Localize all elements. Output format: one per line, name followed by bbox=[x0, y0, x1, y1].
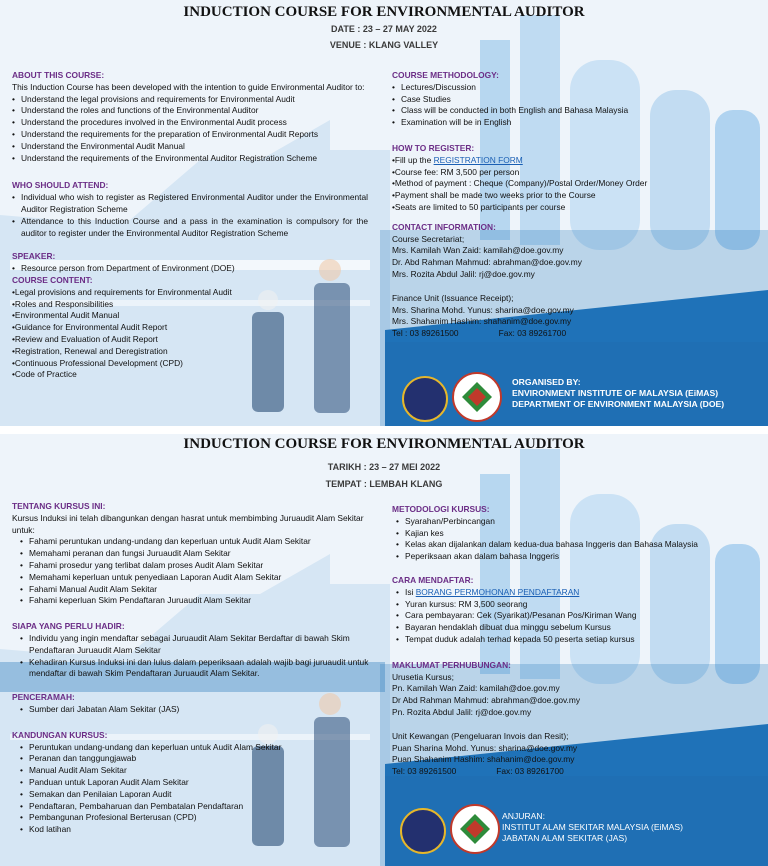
list-item: • Manual Audit Alam Sekitar bbox=[20, 765, 372, 777]
organiser-label: ORGANISED BY: bbox=[512, 377, 581, 387]
list-item: •Continuous Professional Development (CPD) bbox=[12, 357, 183, 368]
list-item: • Fahami keperluan Skim Pendaftaran Juruaudit Alam Sekitar bbox=[20, 595, 372, 607]
course-venue: TEMPAT : LEMBAH KLANG bbox=[325, 479, 443, 489]
content-list bbox=[12, 742, 372, 836]
list-item: • Pembangunan Profesional Berterusan (CPD) bbox=[20, 812, 372, 824]
registration-form-link[interactable]: REGISTRATION FORM bbox=[433, 154, 523, 165]
course-venue: VENUE : KLANG VALLEY bbox=[329, 40, 439, 50]
list-item: • Memahami keperluan untuk penyediaan Laporan Audit Alam Sekitar bbox=[20, 572, 372, 584]
right-column bbox=[392, 70, 762, 340]
list-item: • Fahami peruntukan undang-undang dan keperluan untuk Audit Alam Sekitar bbox=[20, 536, 372, 548]
list-item: • Understand the Environmental Audit Manual bbox=[12, 141, 368, 153]
register-heading: HOW TO REGISTER: bbox=[392, 142, 475, 153]
list-item: • Fahami prosedur yang terlibat dalam proses Audit Alam Sekitar bbox=[20, 560, 372, 572]
malay-flyer bbox=[0, 434, 768, 866]
left-column bbox=[12, 70, 368, 381]
list-item: • Peperiksaan akan dalam bahasa Inggeris bbox=[396, 551, 764, 563]
list-item: • Understand the legal provisions and requirements for Environmental Audit bbox=[12, 94, 368, 106]
content-heading: KANDUNGAN KURSUS: bbox=[12, 729, 108, 740]
course-date: DATE : 23 – 27 MAY 2022 bbox=[331, 24, 437, 34]
list-item: • Individual who wish to register as Registered Environmental Auditor under the Environmental Auditor Registration Scheme bbox=[12, 192, 368, 216]
register-fill-prefix: •Fill up the bbox=[392, 154, 434, 165]
finance-line: Mrs. Sharina Mohd. Yunus: sharina@doe.gov.my bbox=[392, 304, 574, 315]
speaker-list bbox=[12, 704, 372, 716]
organiser-name: ENVIRONMENT INSTITUTE OF MALAYSIA (EiMAS) bbox=[512, 388, 719, 398]
list-item: • Cara pembayaran: Cek (Syarikat)/Pesanan Pos/Kiriman Wang bbox=[396, 610, 764, 622]
contact-line: Pn. Rozita Abdul Jalil: rj@doe.gov.my bbox=[392, 706, 532, 717]
list-item: • Peruntukan undang-undang dan keperluan untuk Audit Alam Sekitar bbox=[20, 742, 372, 754]
about-list bbox=[12, 536, 372, 607]
list-item: • Semakan dan Penilaian Laporan Audit bbox=[20, 789, 372, 801]
list-item: •Payment shall be made two weeks prior to the Course bbox=[392, 190, 596, 201]
list-item: •Code of Practice bbox=[12, 369, 77, 380]
organiser-name: DEPARTMENT OF ENVIRONMENT MALAYSIA (DOE) bbox=[512, 399, 725, 409]
left-column bbox=[12, 501, 372, 836]
list-item: • Examination will be in English bbox=[392, 117, 762, 129]
fax-number: Fax: 03 89261700 bbox=[498, 328, 567, 339]
register-fill-prefix: Isi bbox=[405, 586, 416, 597]
list-item: • Understand the requirements of the Environmental Auditor Registration Scheme bbox=[12, 153, 368, 165]
about-intro: This Induction Course has been developed with the intention to guide Environmental Auditor to: bbox=[12, 81, 365, 92]
tel-number: Tel: 03 89261500 bbox=[392, 766, 457, 777]
organiser-block bbox=[512, 377, 724, 410]
organiser-name: INSTITUT ALAM SEKITAR MALAYSIA (EiMAS) bbox=[502, 822, 683, 832]
list-item: •Seats are limited to 50 participants per course bbox=[392, 201, 566, 212]
list-item: •Environmental Audit Manual bbox=[12, 310, 120, 321]
tel-fax-line bbox=[392, 766, 764, 778]
contact-line: Urusetia Kursus; bbox=[392, 671, 454, 682]
course-date: TARIKH : 23 – 27 MEI 2022 bbox=[327, 462, 441, 472]
register-list bbox=[392, 587, 764, 646]
register-fill-line bbox=[392, 155, 762, 167]
list-item: •Legal provisions and requirements for Environmental Audit bbox=[12, 286, 232, 297]
doe-logo-icon bbox=[450, 804, 500, 854]
contact-line: Dr Abd Rahman Mahmud: abrahman@doe.gov.my bbox=[392, 695, 581, 706]
list-item: • Understand the procedures involved in the Environmental Audit process bbox=[12, 117, 368, 129]
contact-heading: MAKLUMAT PERHUBUNGAN: bbox=[392, 659, 511, 670]
register-heading: CARA MENDAFTAR: bbox=[392, 574, 474, 585]
contact-line: Course Secretariat; bbox=[392, 233, 465, 244]
list-item: • Tempat duduk adalah terhad kepada 50 peserta setiap kursus bbox=[396, 634, 764, 646]
finance-line: Puan Shahanim Hashim: shahanim@doe.gov.my bbox=[392, 754, 575, 765]
finance-line: Finance Unit (Issuance Receipt); bbox=[392, 292, 514, 303]
list-item: • Yuran kursus: RM 3,500 seorang bbox=[396, 599, 764, 611]
list-item: • Peranan dan tanggungjawab bbox=[20, 753, 372, 765]
list-item: • Panduan untuk Laporan Audit Alam Sekitar bbox=[20, 777, 372, 789]
list-item: •Registration, Renewal and Deregistration bbox=[12, 345, 168, 356]
list-item: •Guidance for Environmental Audit Report bbox=[12, 322, 168, 333]
methodology-heading: METODOLOGI KURSUS: bbox=[392, 504, 490, 514]
speaker-heading: PENCERAMAH: bbox=[12, 692, 75, 703]
finance-line: Mrs. Shahanim Hashim: shahanim@doe.gov.my bbox=[392, 316, 572, 327]
course-title: INDUCTION COURSE FOR ENVIRONMENTAL AUDITOR bbox=[183, 4, 585, 20]
list-item: • Understand the requirements for the preparation of Environmental Audit Reports bbox=[12, 129, 368, 141]
list-item: • Syarahan/Perbincangan bbox=[396, 516, 764, 528]
list-item: • Kehadiran Kursus Induksi ini dan lulus dalam peperiksaan adalah wajib bagi juruaudit untuk mendaftar di bawah Skim Pendaftaran Juruaudit Alam Sekitar. bbox=[20, 657, 372, 681]
organiser-name: JABATAN ALAM SEKITAR (JAS) bbox=[502, 833, 628, 843]
content-heading: COURSE CONTENT: bbox=[12, 274, 93, 285]
tel-number: Tel : 03 89261500 bbox=[392, 328, 459, 339]
list-item: • Sumber dari Jabatan Alam Sekitar (JAS) bbox=[20, 704, 372, 716]
list-item: • Bayaran hendaklah dibuat dua minggu sebelum Kursus bbox=[396, 622, 764, 634]
contact-line: Pn. Kamilah Wan Zaid: kamilah@doe.gov.my bbox=[392, 683, 560, 694]
list-item: •Course fee: RM 3,500 per person bbox=[392, 166, 520, 177]
finance-line: Puan Sharina Mohd. Yunus: sharina@doe.gov.my bbox=[392, 742, 578, 753]
right-column bbox=[392, 504, 764, 778]
methodology-list bbox=[392, 516, 764, 563]
contact-line: Dr. Abd Rahman Mahmud: abrahman@doe.gov.my bbox=[392, 257, 582, 268]
list-item: •Review and Evaluation of Audit Report bbox=[12, 333, 158, 344]
who-heading: SIAPA YANG PERLU HADIR: bbox=[12, 621, 125, 632]
speaker-list bbox=[12, 263, 368, 275]
finance-line: Unit Kewangan (Pengeluaran Invois dan Resit); bbox=[392, 730, 569, 741]
contact-line: Mrs. Rozita Abdul Jalil: rj@doe.gov.my bbox=[392, 268, 535, 279]
who-list bbox=[12, 633, 372, 680]
eimas-logo-icon bbox=[400, 808, 446, 854]
organiser-label: ANJURAN: bbox=[502, 811, 545, 821]
list-item: • Understand the roles and functions of the Environmental Auditor bbox=[12, 105, 368, 117]
registration-form-link[interactable]: BORANG PERMOHONAN PENDAFTARAN bbox=[415, 586, 580, 597]
who-heading: WHO SHOULD ATTEND: bbox=[12, 180, 109, 191]
who-list bbox=[12, 192, 368, 239]
english-flyer bbox=[0, 0, 768, 432]
list-item: •Method of payment : Cheque (Company)/Postal Order/Money Order bbox=[392, 178, 648, 189]
content-list bbox=[12, 287, 368, 381]
about-intro: Kursus Induksi ini telah dibangunkan dengan hasrat untuk membimbing Juruaudit Alam Sekitar untuk: bbox=[12, 512, 364, 535]
about-list bbox=[12, 94, 368, 165]
list-item: • Individu yang ingin mendaftar sebagai Juruaudit Alam Sekitar Berdaftar di bawah Skim Pendaftaran Juruaudit Alam Sekitar bbox=[20, 633, 372, 657]
methodology-list bbox=[392, 82, 762, 129]
eimas-logo-icon bbox=[402, 376, 448, 422]
list-item: • Attendance to this Induction Course and a pass in the examination is compulsory for the auditor to register under the Environmental Auditor Registration Scheme bbox=[12, 216, 368, 240]
fax-number: Fax: 03 89261700 bbox=[496, 766, 564, 777]
register-fill-line bbox=[396, 587, 764, 599]
doe-logo-icon bbox=[452, 372, 502, 422]
list-item: • Resource person from Department of Environment (DOE) bbox=[12, 263, 368, 275]
speaker-heading: SPEAKER: bbox=[12, 251, 56, 262]
list-item: • Case Studies bbox=[392, 94, 762, 106]
list-item: • Pendaftaran, Pembaharuan dan Pembatalan Pendaftaran bbox=[20, 801, 372, 813]
list-item: • Lectures/Discussion bbox=[392, 82, 762, 94]
methodology-heading: COURSE METHODOLOGY: bbox=[392, 70, 499, 80]
about-heading: ABOUT THIS COURSE: bbox=[12, 70, 105, 80]
list-item: • Memahami peranan dan fungsi Juruaudit Alam Sekitar bbox=[20, 548, 372, 560]
contact-heading: CONTACT INFORMATION: bbox=[392, 221, 496, 232]
organiser-block bbox=[502, 811, 683, 844]
contact-line: Mrs. Kamilah Wan Zaid: kamilah@doe.gov.my bbox=[392, 245, 564, 256]
list-item: • Class will be conducted in both English and Bahasa Malaysia bbox=[392, 105, 762, 117]
list-item: • Fahami Manual Audit Alam Sekitar bbox=[20, 584, 372, 596]
tel-fax-line bbox=[392, 328, 762, 340]
list-item: •Roles and Responsibilities bbox=[12, 298, 114, 309]
about-heading: TENTANG KURSUS INI: bbox=[12, 501, 106, 511]
list-item: • Kod latihan bbox=[20, 824, 372, 836]
course-title: INDUCTION COURSE FOR ENVIRONMENTAL AUDITOR bbox=[183, 436, 585, 452]
list-item: • Kelas akan dijalankan dalam kedua-dua bahasa Inggeris dan Bahasa Malaysia bbox=[396, 539, 764, 551]
list-item: • Kajian kes bbox=[396, 528, 764, 540]
